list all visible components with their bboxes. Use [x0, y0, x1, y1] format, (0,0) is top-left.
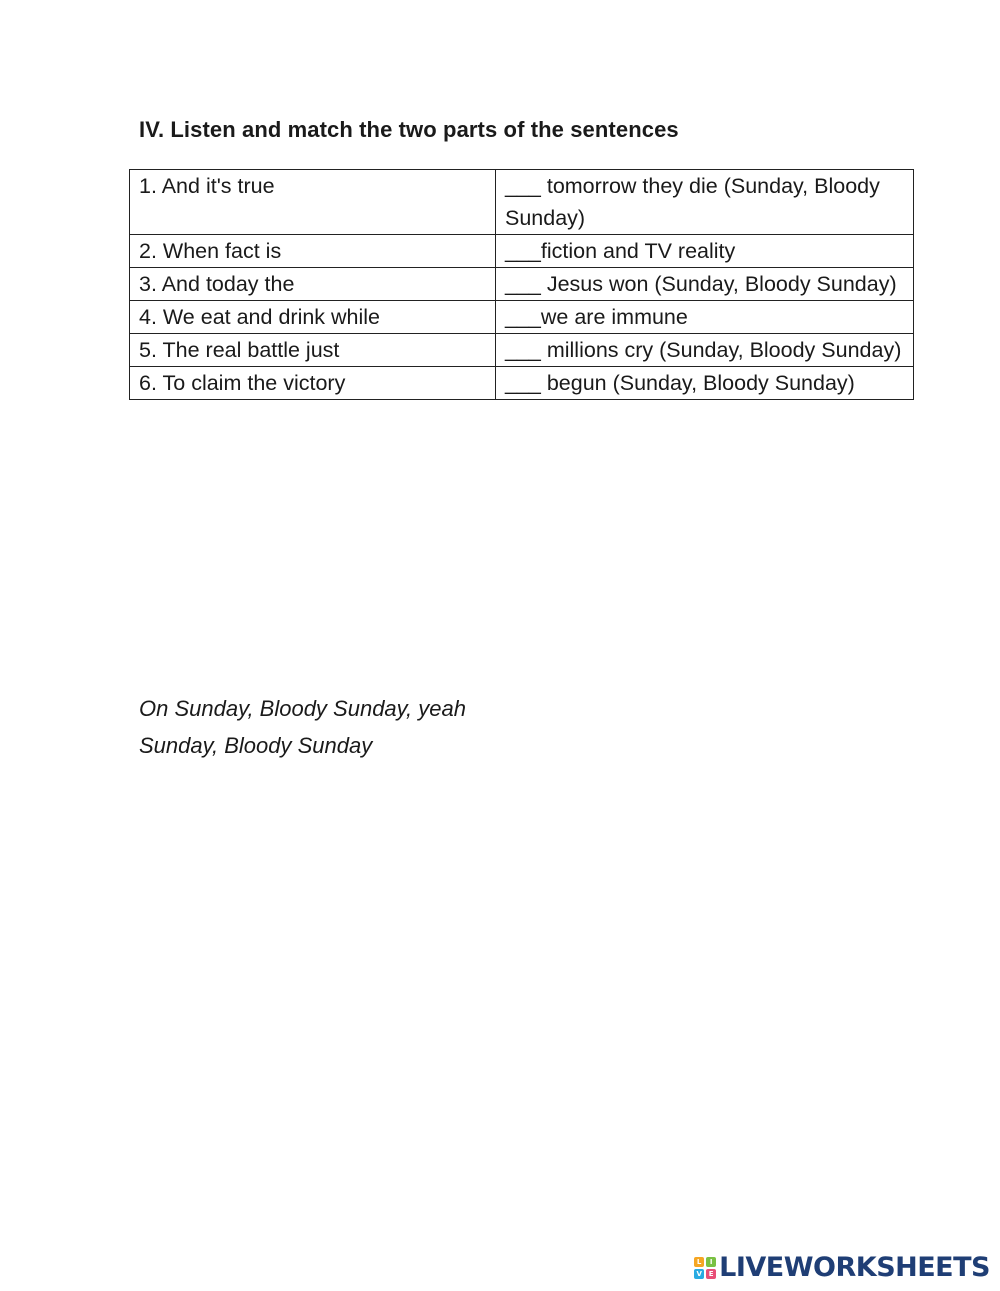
sentence-start-cell: 4. We eat and drink while: [130, 301, 496, 334]
table-row: [130, 268, 914, 301]
sentence-end-cell: ___fiction and TV reality: [496, 235, 914, 268]
logo-mark-tile: I: [706, 1257, 716, 1267]
table-row: [130, 334, 914, 367]
liveworksheets-logo-icon: [694, 1257, 716, 1279]
table-row: [130, 170, 914, 235]
lyrics-line: Sunday, Bloody Sunday: [139, 733, 373, 758]
sentence-end-cell: ___ tomorrow they die (Sunday, Bloody Sunday): [496, 170, 914, 235]
sentence-start-cell: 1. And it's true: [130, 170, 496, 235]
liveworksheets-logo: [694, 1252, 990, 1283]
worksheet-heading: IV. Listen and match the two parts of the sentences: [139, 117, 679, 142]
table-row: [130, 367, 914, 400]
sentence-start-cell: 2. When fact is: [130, 235, 496, 268]
logo-mark-tile: V: [694, 1269, 704, 1279]
table-row: [130, 235, 914, 268]
sentence-end-cell: ___ begun (Sunday, Bloody Sunday): [496, 367, 914, 400]
sentence-start-cell: 5. The real battle just: [130, 334, 496, 367]
sentence-start-cell: 3. And today the: [130, 268, 496, 301]
lyrics-line: On Sunday, Bloody Sunday, yeah: [139, 696, 466, 721]
logo-text: LIVEWORKSHEETS: [719, 1252, 990, 1283]
table-row: [130, 301, 914, 334]
logo-mark-tile: E: [706, 1269, 716, 1279]
sentence-start-cell: 6. To claim the victory: [130, 367, 496, 400]
logo-mark-tile: L: [694, 1257, 704, 1267]
sentence-end-cell: ___ millions cry (Sunday, Bloody Sunday): [496, 334, 914, 367]
lyrics-block: [139, 690, 466, 764]
matching-table: [129, 169, 914, 400]
sentence-end-cell: ___ Jesus won (Sunday, Bloody Sunday): [496, 268, 914, 301]
sentence-end-cell: ___we are immune: [496, 301, 914, 334]
